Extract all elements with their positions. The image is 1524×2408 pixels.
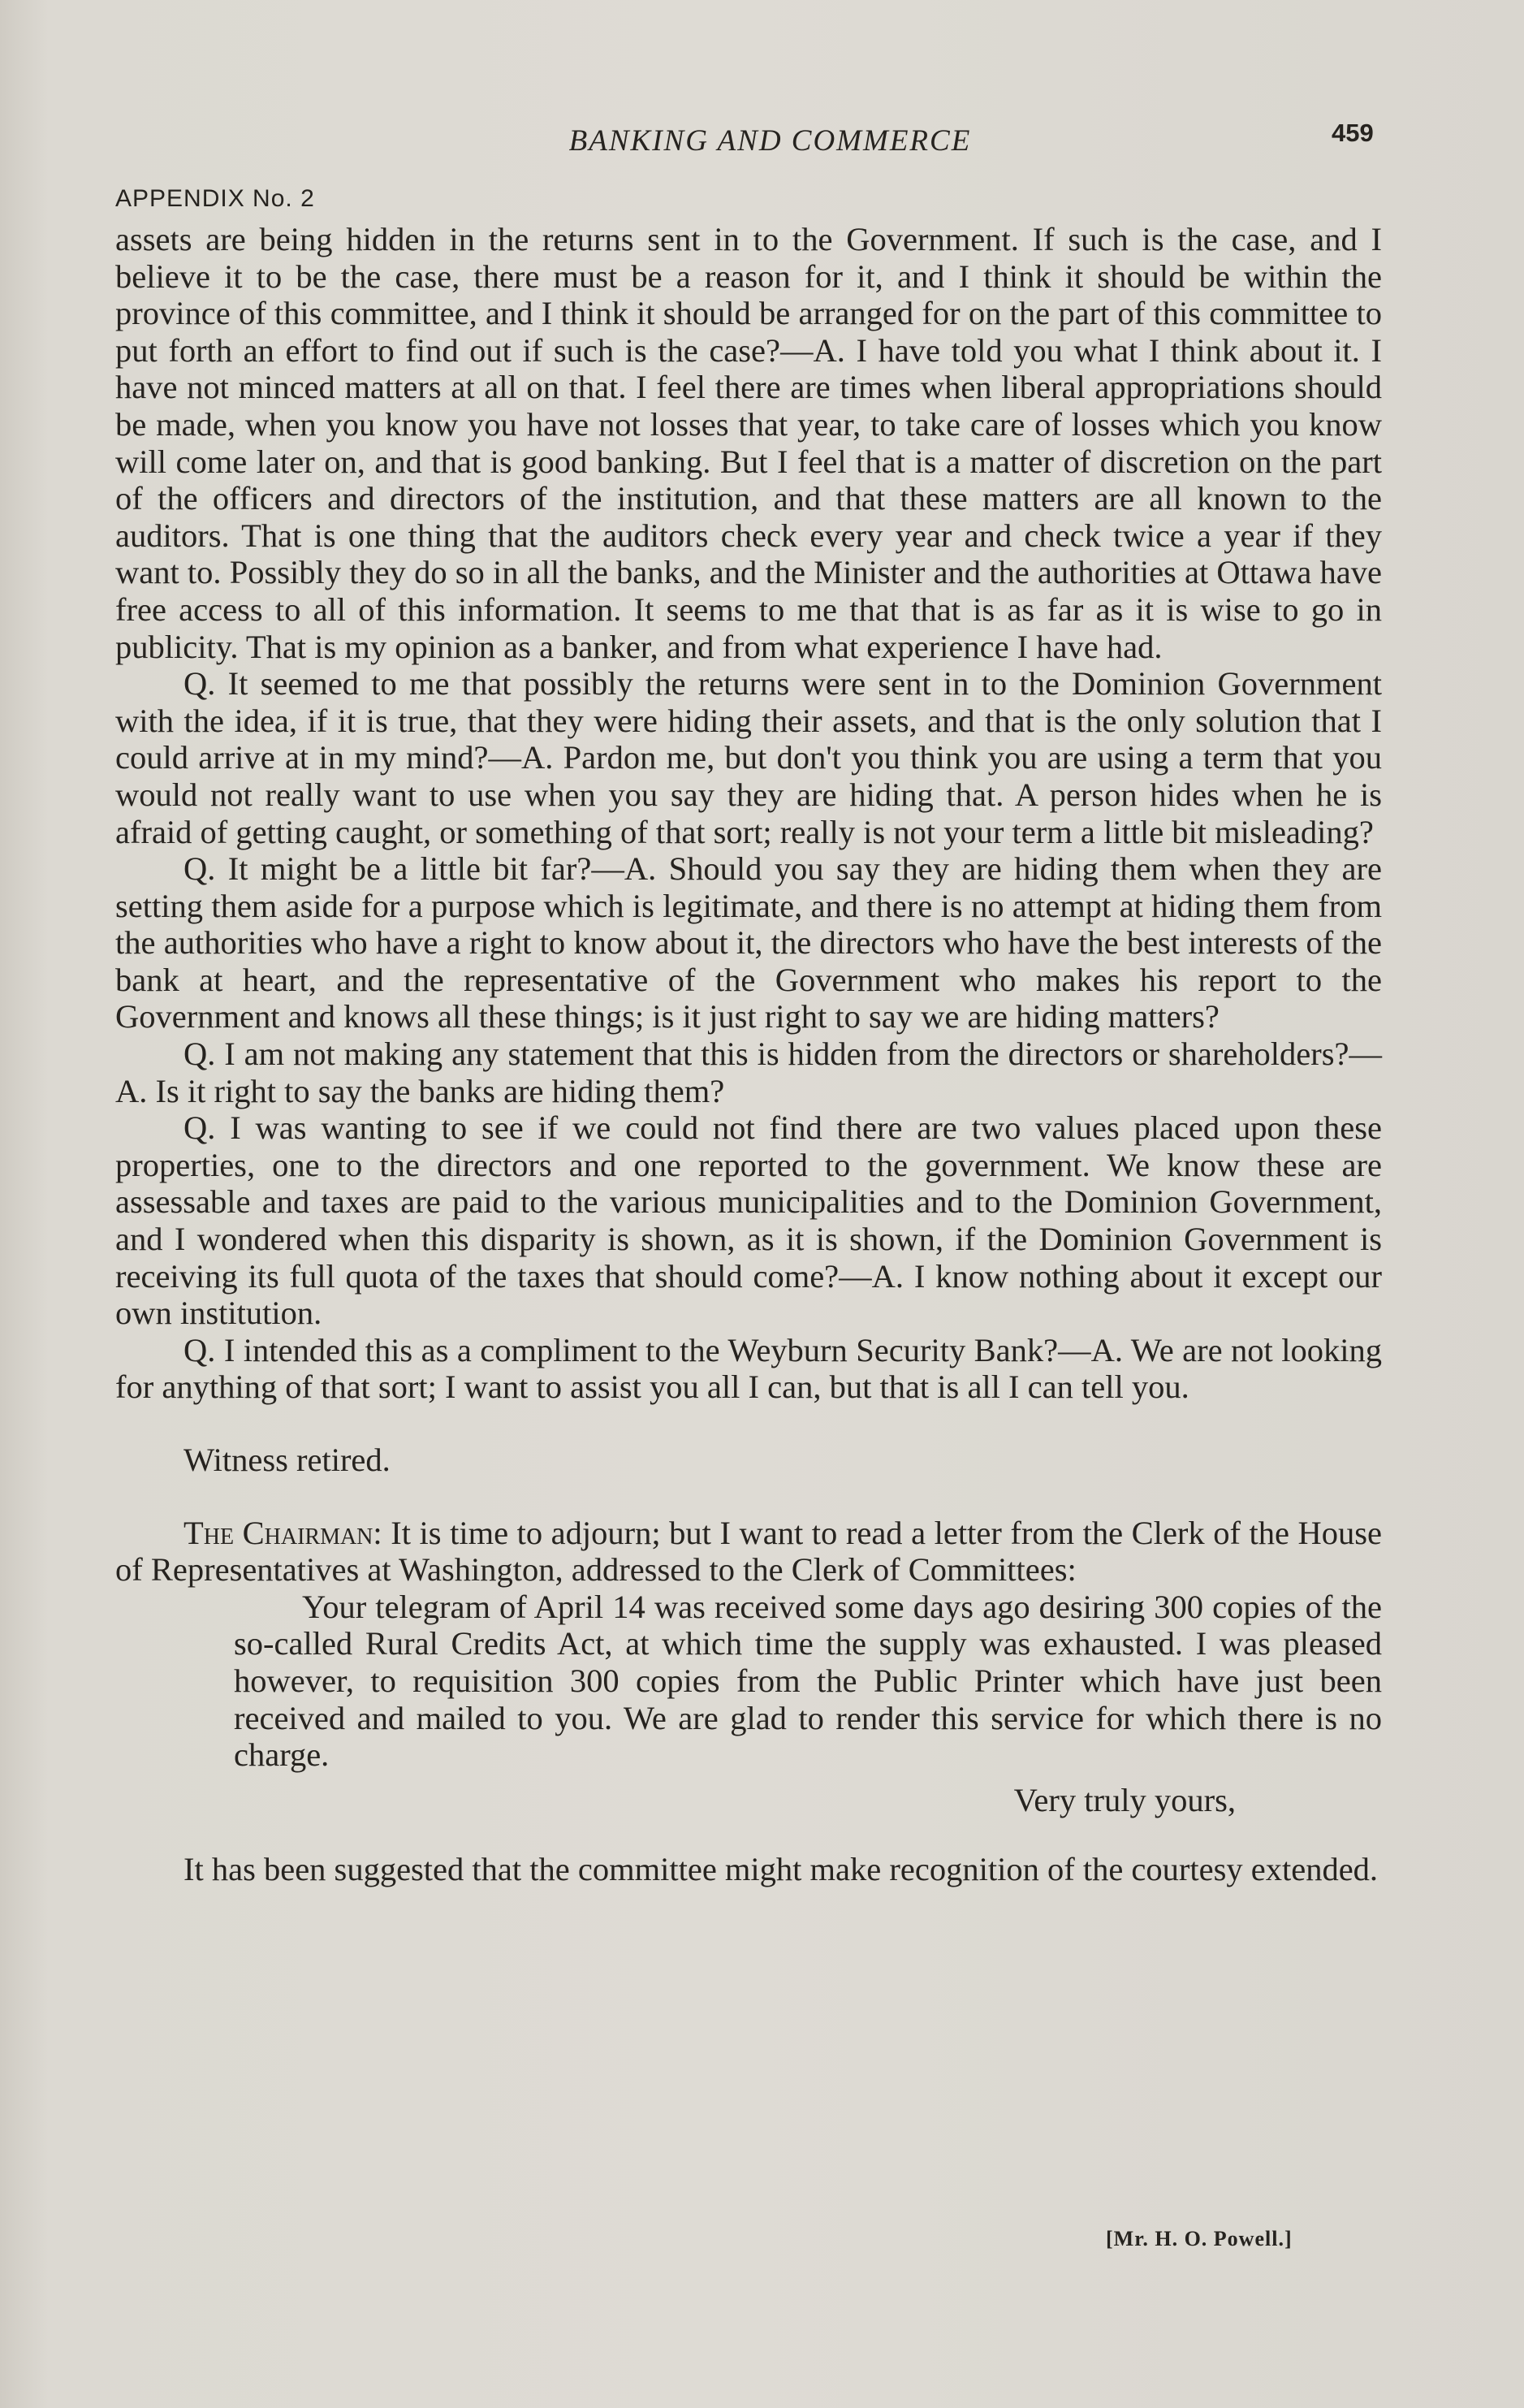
chairman-speaker: The Chairman <box>183 1514 373 1551</box>
chairman-paragraph <box>115 1515 1382 1589</box>
letter-closing: Very truly yours, <box>1013 1781 1236 1818</box>
appendix-label: APPENDIX No. 2 <box>115 185 315 212</box>
speaker-tag: [Mr. H. O. Powell.] <box>1106 2227 1293 2250</box>
paragraph-1: assets are being hidden in the returns sent in to the Government. If such is the case, and I believe it to be the case, there must be a reason for it, and I think it should be within the province of this committee, and I think it should be arranged for on the part of this committee to put forth an effort to find out if such is the case?—A. I have told you what I think about it. I have not minced matters at all on that. I feel there are times when liberal appropriations should be made, when you know you have not losses that year, to take care of losses which you know will come later on, and that is good banking. But I feel that is a matter of discretion on the part of the officers and directors of the institution, and that these matters are all known to the auditors. That is one thing that the auditors check every year and check twice a year if they want to. Possibly they do so in all the banks, and the Minister and the authorities at Ottawa have free access to all of this information. It seems to me that that is as far as it is wise to go in publicity. That is my opinion as a banker, and from what experience I have had. <box>115 221 1382 665</box>
paragraph-4: Q. I am not making any statement that this is hidden from the directors or shareholders?—A. Is it right to say the banks are hiding them? <box>115 1035 1382 1109</box>
chairman-text: : It is time to adjourn; but I want to read a letter from the Clerk of the House of Representatives at Washington, addressed to the Clerk of Committees: <box>115 1514 1383 1589</box>
paragraph-recognition: It has been suggested that the committee might make recognition of the courtesy extended. <box>183 1851 1379 1888</box>
quoted-letter: Your telegram of April 14 was received some days ago desiring 300 copies of the so-called Rural Credits Act, at which time the supply was exhausted. I was pleased however, to requisition 300 copies from the Public Printer which have just been received and mailed to you. We are glad to render this service for which there is no charge. <box>234 1588 1382 1774</box>
running-title: BANKING AND COMMERCE <box>568 124 972 158</box>
page-number: 459 <box>1332 119 1374 147</box>
paragraph-5: Q. I was wanting to see if we could not find there are two values placed upon these properties, one to the directors and one reported to the government. We know these are assessable and taxes are paid to the various municipalities and to the Dominion Government, and I wondered when this disparity is shown, as it is shown, if the Dominion Government is receiving its full quota of the taxes that should come?—A. I know nothing about it except our own institution. <box>115 1109 1382 1332</box>
witness-retired: Witness retired. <box>183 1442 391 1478</box>
paragraph-3: Q. It might be a little bit far?—A. Should you say they are hiding them when they are setting them aside for a purpose which is legitimate, and there is no attempt at hiding them from the authorities who have a right to know about it, the directors who have the best interests of the bank at heart, and the representative of the Government who makes his report to the Government and knows all these things; is it just right to say we are hiding matters? <box>115 850 1382 1035</box>
paragraph-2: Q. It seemed to me that possibly the returns were sent in to the Dominion Government with the idea, if it is true, that they were hiding their assets, and that is the only solution that I could arrive at in my mind?—A. Pardon me, but don't you think you are using a term that you would not really want to use when you say they are hiding that. A person hides when he is afraid of getting caught, or something of that sort; really is not your term a little bit misleading? <box>115 665 1382 850</box>
paragraph-6: Q. I intended this as a compliment to the Weyburn Security Bank?—A. We are not looking for anything of that sort; I want to assist you all I can, but that is all I can tell you. <box>115 1331 1382 1406</box>
body-text <box>115 221 1382 1888</box>
